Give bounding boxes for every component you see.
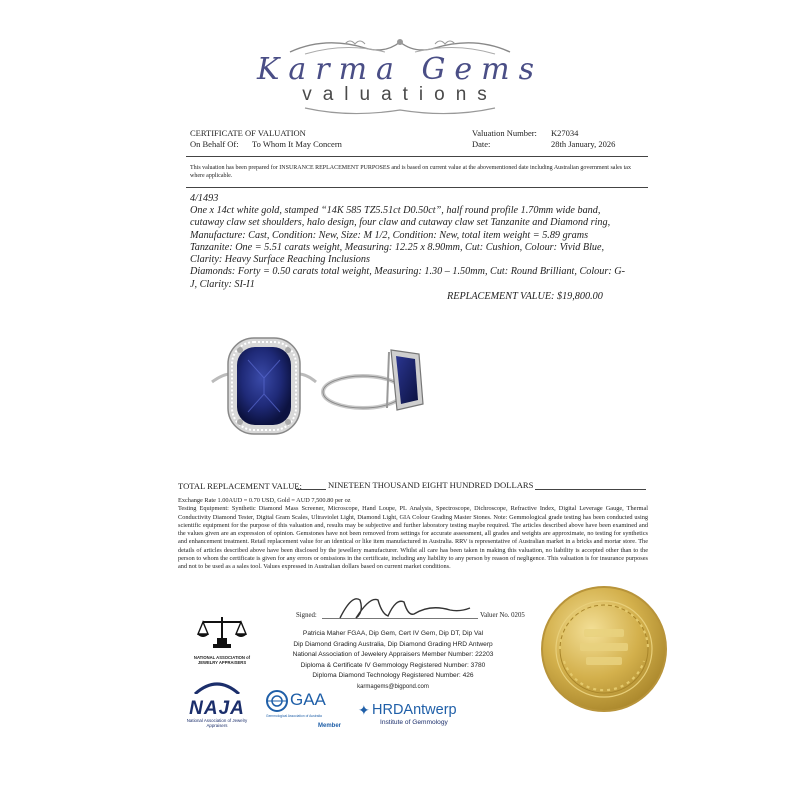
- total-replacement-value: NINETEEN THOUSAND EIGHT HUNDRED DOLLARS: [328, 480, 534, 490]
- gaa-wordmark: GAA: [290, 690, 326, 709]
- credential-line: Diploma Diamond Technology Registered Number: 426: [312, 672, 474, 679]
- description-line: Diamonds: Forty = 0.50 carats total weight, Measuring: 1.30 – 1.50mm, Cut: Round Brilliant, Colour: G-: [190, 266, 626, 278]
- scales-icon: [195, 614, 249, 650]
- exchange-rate-line: Exchange Rate 1.00AUD = 0.70 USD, Gold = AUD 7,500.80 per oz: [178, 497, 351, 504]
- description-line: Manufacture: Cast, Condition: New, Size: M 1/2, Condition: New, total item weight = 5.89 grams: [190, 229, 589, 241]
- hrd-wordmark: HRDAntwerp: [372, 702, 457, 718]
- divider: [186, 156, 648, 157]
- disclaimer-text: [178, 497, 648, 571]
- signature: [330, 590, 480, 622]
- gaa-caption: Gemmological Association of Australia: [266, 714, 322, 718]
- appraiser-credentials: [268, 629, 518, 692]
- divider: [186, 187, 648, 188]
- credential-line: Diploma & Certificate IV Gemmology Registered Number: 3780: [300, 661, 486, 669]
- gaa-globe-icon: [266, 690, 288, 712]
- valuation-number: K27034: [551, 128, 579, 138]
- contact-email: karmagems@bigpond.com: [357, 683, 429, 690]
- description-line: Clarity: Heavy Surface Reaching Inclusions: [190, 254, 370, 266]
- hrd-caption: Institute of Gemmology: [380, 719, 448, 726]
- valuer-number: Valuer No. 0205: [480, 612, 525, 619]
- header-ornament-bottom: [300, 104, 500, 118]
- scales-logo: [190, 614, 254, 666]
- scales-caption: NATIONAL ASSOCIATION of JEWELRY APPRAISERS: [193, 655, 251, 665]
- credential-line: Dip Diamond Grading Australia, Dip Diamond Grading HRD Antwerp: [293, 640, 493, 648]
- hrd-logo: [358, 702, 478, 732]
- naja-logo: [184, 680, 250, 728]
- gold-seal: [540, 585, 668, 713]
- ring-photo-front: [208, 330, 320, 442]
- naja-wordmark: NAJA: [189, 698, 245, 719]
- behalf-label: On Behalf Of:: [190, 139, 239, 149]
- signed-label: Signed:: [296, 612, 317, 619]
- behalf-value: To Whom It May Concern: [252, 139, 342, 149]
- credential-line: National Association of Jewelery Appraisers Member Number: 22203: [292, 651, 494, 658]
- valuation-number-label: Valuation Number:: [472, 128, 537, 138]
- total-replacement-label: TOTAL REPLACEMENT VALUE:: [178, 481, 302, 491]
- brand-subtitle: valuations: [302, 84, 498, 105]
- gaa-logo: [266, 690, 346, 734]
- testing-notes: Testing Equipment: Synthetic Diamond Mass Screener, Microscope, Hand Loupe, PL Analysis, Spectroscope, Dichroscope, Refractive Index, Digital Leverage Gauge, Thermal Conductivity Diamond Tester, Digital Gram Scales, Ultraviolet Light, Diamond Light, GIA Colour Grading Master Stones. Note: Gemmological grade testing has been conducted using scientific equipment for the purpose of this valuation and, results may be subjective and further laboratory testing maybe required. The articles described above have been examined and the values given are an expression of opinion. Gemstones have not been removed from settings for accurate assessment, all grades and weights are approximate, no testing for synthetics and enhancement treatment. Retail replacement value for an identical or like item manufactured in Australia. RRV is representative of Australian market in a bricks and mortar store. The details of articles described above have been disclosed by the jewellery manufacturer. Whilst all care has been taken in making this valuation, no liability is accepted other than to the person to whom the certificate is given for any errors or omissions in the certificate, including any liability to any person by reason of negligence. This valuation is for insurance purposes and not to be used as a sales tool. Values expressed in Australian dollars based on current market conditions.: [178, 505, 648, 570]
- gaa-member-badge: Member: [318, 723, 342, 729]
- item-reference: 4/1493: [190, 193, 219, 204]
- date-label: Date:: [472, 139, 491, 149]
- credential-line: Patricia Maher FGAA, Dip Gem, Cert IV Gem, Dip DT, Dip Val: [302, 630, 484, 637]
- description-line: J, Clarity: SI-I1: [190, 278, 255, 290]
- description-line: Tanzanite: One = 5.51 carats weight, Measuring: 12.25 x 8.90mm, Cut: Cushion, Colour: Vivid Blue,: [190, 241, 605, 253]
- brand-name: Karma Gems: [256, 52, 544, 87]
- replacement-value: REPLACEMENT VALUE: $19,800.00: [447, 291, 603, 302]
- naja-caption: National Association of Jewelry Appraisers: [186, 718, 248, 728]
- ring-photo-side: [315, 340, 440, 440]
- naja-arc-icon: [191, 680, 243, 694]
- purpose-statement: This valuation has been prepared for INSURANCE REPLACEMENT PURPOSES and is based on current value at the abovementioned date including Australian government sales tax where applicable.: [190, 165, 631, 180]
- date-value: 28th January, 2026: [551, 139, 616, 149]
- description-line: cutaway claw set shoulders, halo design, four claw and cutaway claw set Tanzanite and Diamond ring,: [190, 217, 611, 229]
- hrd-star-icon: ✦: [358, 702, 370, 718]
- item-description: [190, 205, 660, 291]
- certificate-title: CERTIFICATE OF VALUATION: [190, 128, 306, 138]
- description-line: One x 14ct white gold, stamped “14K 585 TZ5.51ct D0.50ct”, half round profile 1.70mm wide band,: [190, 205, 601, 216]
